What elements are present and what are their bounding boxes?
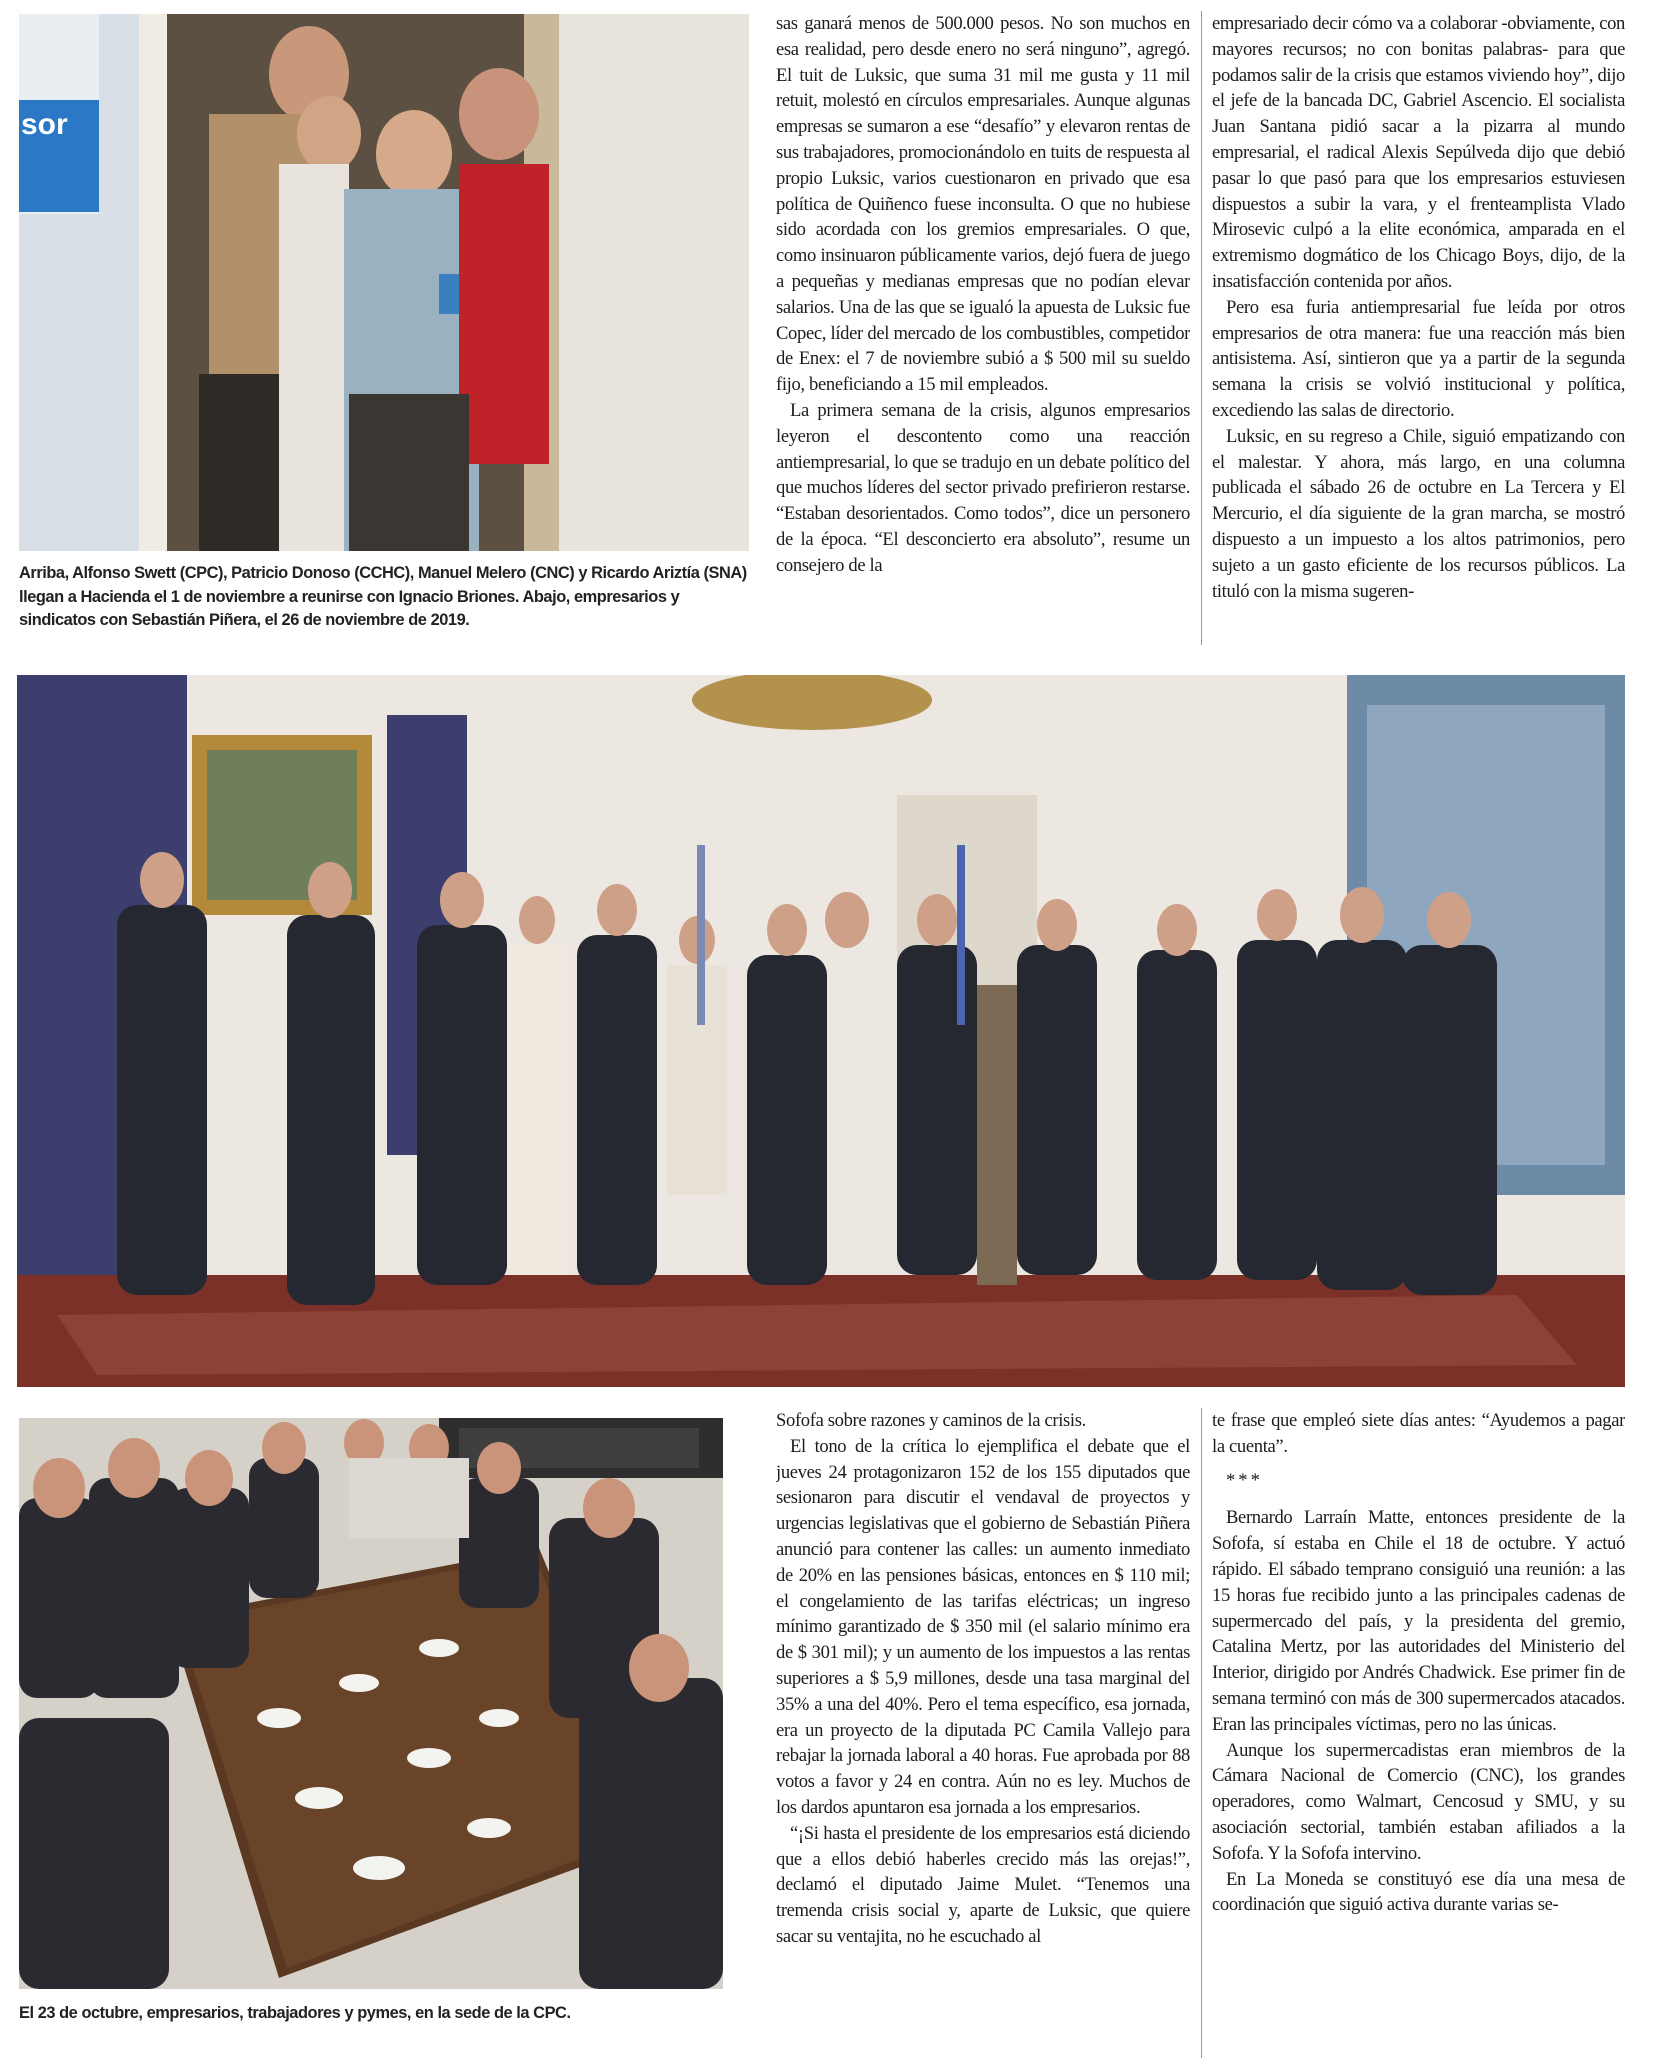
article-paragraph: sas ganará menos de 500.000 pesos. No son muchos en esa realidad, pero desde enero no será ninguno”, agregó. El tuit de Luksic, que suma 31 mil me gusta y 11 mil retuit, molestó en círculos empresariales. Aunque algunas empresas se sumaron a ese “desafío” y elevaron rentas de sus trabajadores, promocionándolo en tuits de respuesta al propio Luksic, varios cuestionaron en privado que esa política de Quiñenco fuese inconsulta. O que no hubiese sido acordada con los gremios empresariales. O que, como insinuaron públicamente varios, dejó fuera de juego a pequeñas y medianas empresas que no podían elevar salarios. Una de las que se igualó la apuesta de Luksic fue Copec, líder del mercado de los combustibles, competidor de Enex: el 7 de noviembre subió a $ 500 mil su sueldo fijo, beneficiando a 15 mil empleados. [776,13,1190,396]
article-paragraph: “¡Si hasta el presidente de los empresarios está diciendo que a ellos debió haberles crecido más las orejas!”, declamó el diputado Jaime Mulet. “Tenemos una tremenda crisis social y, aparte de Luksic, que quiere sacar su ventajita, no he escuchado al [776,1822,1190,1947]
article-paragraph: El tono de la crítica lo ejemplifica el debate que el jueves 24 protagonizaron 152 de los 155 diputados que sesionaron para discutir el vendaval de proyectos y urgencias legislativas que el gobierno de Sebastián Piñera anunció para contener las calles: un aumento inmediato de 20% en las pensiones básicas, entonces en $ 110 mil; el congelamiento de las tarifas eléctricas; un ingreso mínimo garantizado de $ 350 mil (el salario mínimo era de $ 301 mil); y un aumento de los impuestos a las rentas superiores a $ 5,9 millones, desde una tasa marginal del 35% a una del 40%. Pero el tema específico, esa jornada, era un proyecto de la diputada PC Camila Vallejo para rebajar la jornada laboral a 40 horas. Fue aprobada por 88 votos a favor y 24 en contra. Aún no es ley. Muchos de los dardos apuntaron esa jornada a los empresarios. [776,1435,1190,1818]
photo-caption-bottom: El 23 de octubre, empresarios, trabajadores y pymes, en la sede de la CPC. [19,2004,571,2022]
photo-hacienda-arrival [19,14,749,551]
column-divider [1201,11,1202,645]
article-column-top-2 [1212,11,1625,645]
article-paragraph: Sofofa sobre razones y caminos de la crisis. [776,1410,1086,1431]
article-column-bottom-1 [776,1408,1190,2058]
article-paragraph: te frase que empleó siete días antes: “Ayudemos a pagar la cuenta”. [1212,1410,1625,1457]
photo-caption-top: Arriba, Alfonso Swett (CPC), Patricio Donoso (CCHC), Manuel Melero (CNC) y Ricardo Ariztía (SNA) llegan a Hacienda el 1 de noviembre a reunirse con Ignacio Briones. Abajo, empresarios y sindicatos con Sebastián Piñera, el 26 de noviembre de 2019. [19,564,747,629]
article-paragraph: Pero esa furia antiempresarial fue leída por otros empresarios de otra manera: fue una reacción más bien antisistema. Así, sintieron que ya a partir de la segunda semana la crisis se volvió institucional y política, excediendo las salas de directorio. [1212,296,1625,421]
sign-text: sor [21,108,68,141]
article-paragraph: empresariado decir cómo va a colaborar -obviamente, con mayores recursos; no con bonitas palabras- para que podamos salir de la crisis que estamos viviendo hoy”, dijo el jefe de la bancada DC, Gabriel Ascencio. El socialista Juan Santana pidió sacar a la pizarra al mundo empresarial, el radical Alexis Sepúlveda dijo que debió pasar lo que pasó para que los empresarios estuviesen dispuestos a subir la vara, y el frenteamplista Vlado Mirosevic culpó a la elite económica, amparada en el extremismo dogmático de los Chicago Boys, dijo, de la insatisfacción contenida por años. [1212,13,1625,292]
article-paragraph: Bernardo Larraín Matte, entonces presidente de la Sofofa, sí estaba en Chile el 18 de octubre. Y actuó rápido. El sábado temprano consiguió una reunión: a las 15 horas fue recibido junto a las principales cadenas de supermercado del país, y la presidenta del gremio, Catalina Mertz, por las autoridades del Ministerio del Interior, dirigido por Andrés Chadwick. Ese primer fin de semana terminó con más de 300 supermercados atacados. Eran las principales víctimas, pero no las únicas. [1212,1507,1625,1735]
article-paragraph: Aunque los supermercadistas eran miembros de la Cámara Nacional de Comercio (CNC), los grandes operadores, como Walmart, Cencosud y SMU, y su asociación sectorial, también estaban afiliados a la Sofofa. Y la Sofofa intervino. [1212,1739,1625,1864]
article-column-bottom-2 [1212,1408,1625,2058]
article-column-top-1 [776,11,1190,645]
section-separator: *** [1226,1469,1263,1491]
article-paragraph: En La Moneda se constituyó ese día una mesa de coordinación que siguió activa durante varias se- [1212,1868,1625,1916]
photo-group-with-pinera [17,675,1625,1387]
article-paragraph: La primera semana de la crisis, algunos empresarios leyeron el descontento como una reacción antiempresarial, lo que se tradujo en un debate político del que muchos líderes del sector privado prefirieron restarse. “Estaban desorientados. Como todos”, dice un personero de la época. “El desconcierto era absoluto”, resume un consejero de la [776,399,1190,576]
column-divider [1201,1408,1202,2058]
photo-cpc-meeting [19,1418,723,1989]
article-paragraph: Luksic, en su regreso a Chile, siguió empatizando con el malestar. Y ahora, más largo, en una columna publicada el sábado 26 de octubre en La Tercera y El Mercurio, el día siguiente de la gran marcha, se mostró dispuesto a un impuesto a los altos patrimonios, pero sujeto a un gasto eficiente de los recursos públicos. La tituló con la misma sugeren- [1212,425,1625,602]
